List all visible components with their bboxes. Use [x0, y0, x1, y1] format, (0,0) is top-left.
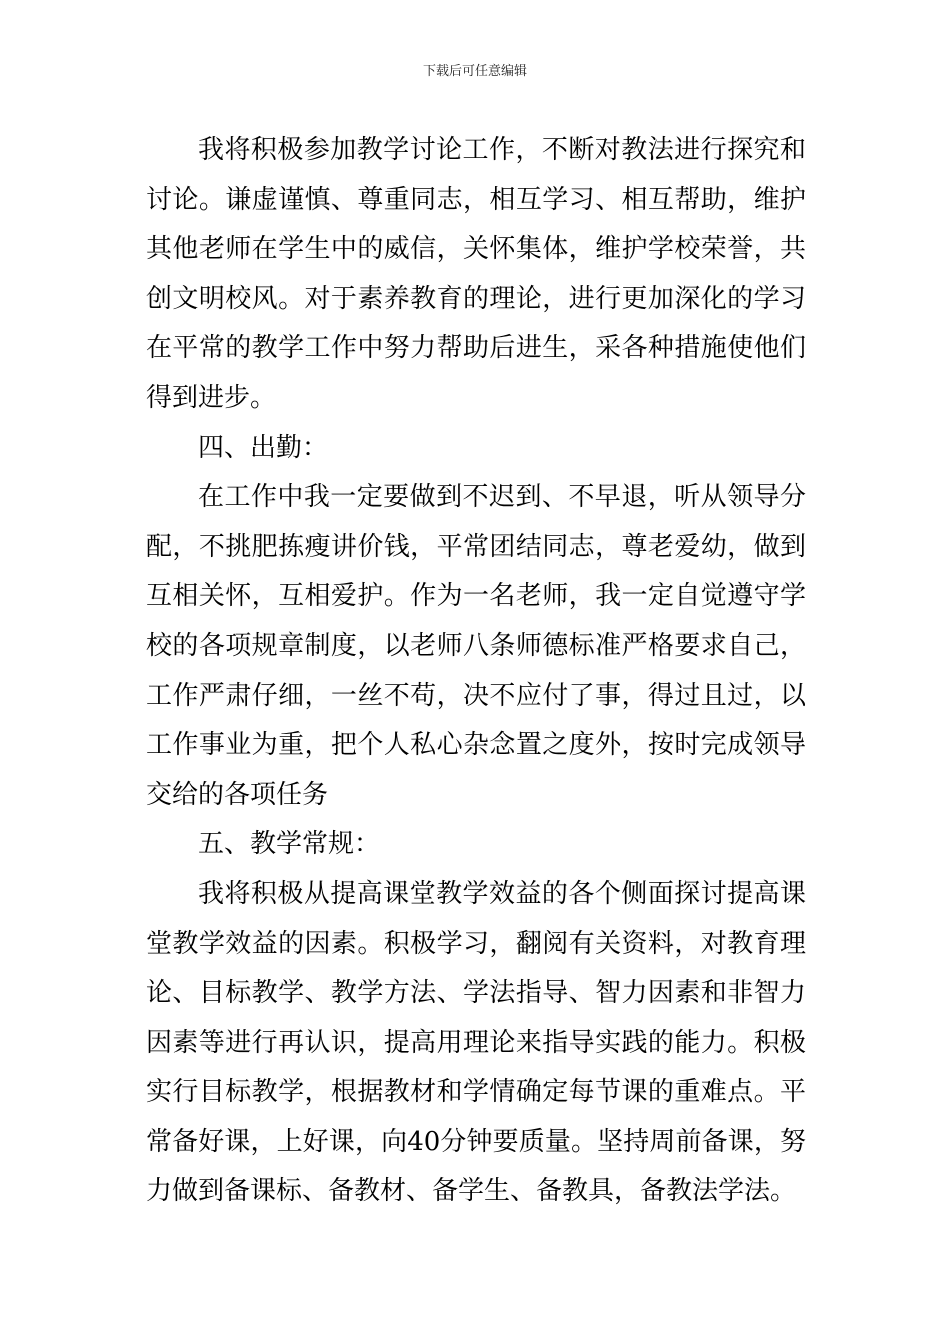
paragraph-attendance: 在工作中我一定要做到不迟到、不早退，听从领导分配，不挑肥拣瘦讲价钱，平常团结同志，尊老爱幼，做到互相关怀，互相爱护。作为一名老师，我一定自觉遵守学校的各项规章制度，以老师八条师德标准严格要求自己，工作严肃仔细，一丝不苟，决不应付了事，得过且过，以工作事业为重，把个人私心杂念置之度外，按时完成领导交给的各项任务	[146, 482, 806, 810]
section-heading-attendance: 四、出勤：	[198, 432, 329, 463]
paragraph-teaching-routine: 我将积极从提高课堂教学效益的各个侧面探讨提高课堂教学效益的因素。积极学习，翻阅有关资料，对教育理论、目标教学、教学方法、学法指导、智力因素和非智力因素等进行再认识，提高用理论来指导实践的能力。积极实行目标教学，根据教材和学情确定每节课的重难点。平常备好课，上好课，向40分钟要质量。坚持周前备课，努力做到备课标、备教材、备学生、备教具，备教法学法。	[146, 878, 806, 1207]
paragraph-teaching-research: 我将积极参加教学讨论工作，不断对教法进行探究和讨论。谦虚谨慎、尊重同志，相互学习、相互帮助，维护其他老师在学生中的威信，关怀集体，维护学校荣誉，共创文明校风。对于素养教育的理论，进行更加深化的学习在平常的教学工作中努力帮助后进生，采各种措施使他们得到进步。	[146, 135, 806, 413]
page-header: 下载后可任意编辑	[422, 64, 527, 79]
section-heading-teaching-routine: 五、教学常规：	[198, 829, 381, 860]
document-body	[146, 126, 806, 1217]
